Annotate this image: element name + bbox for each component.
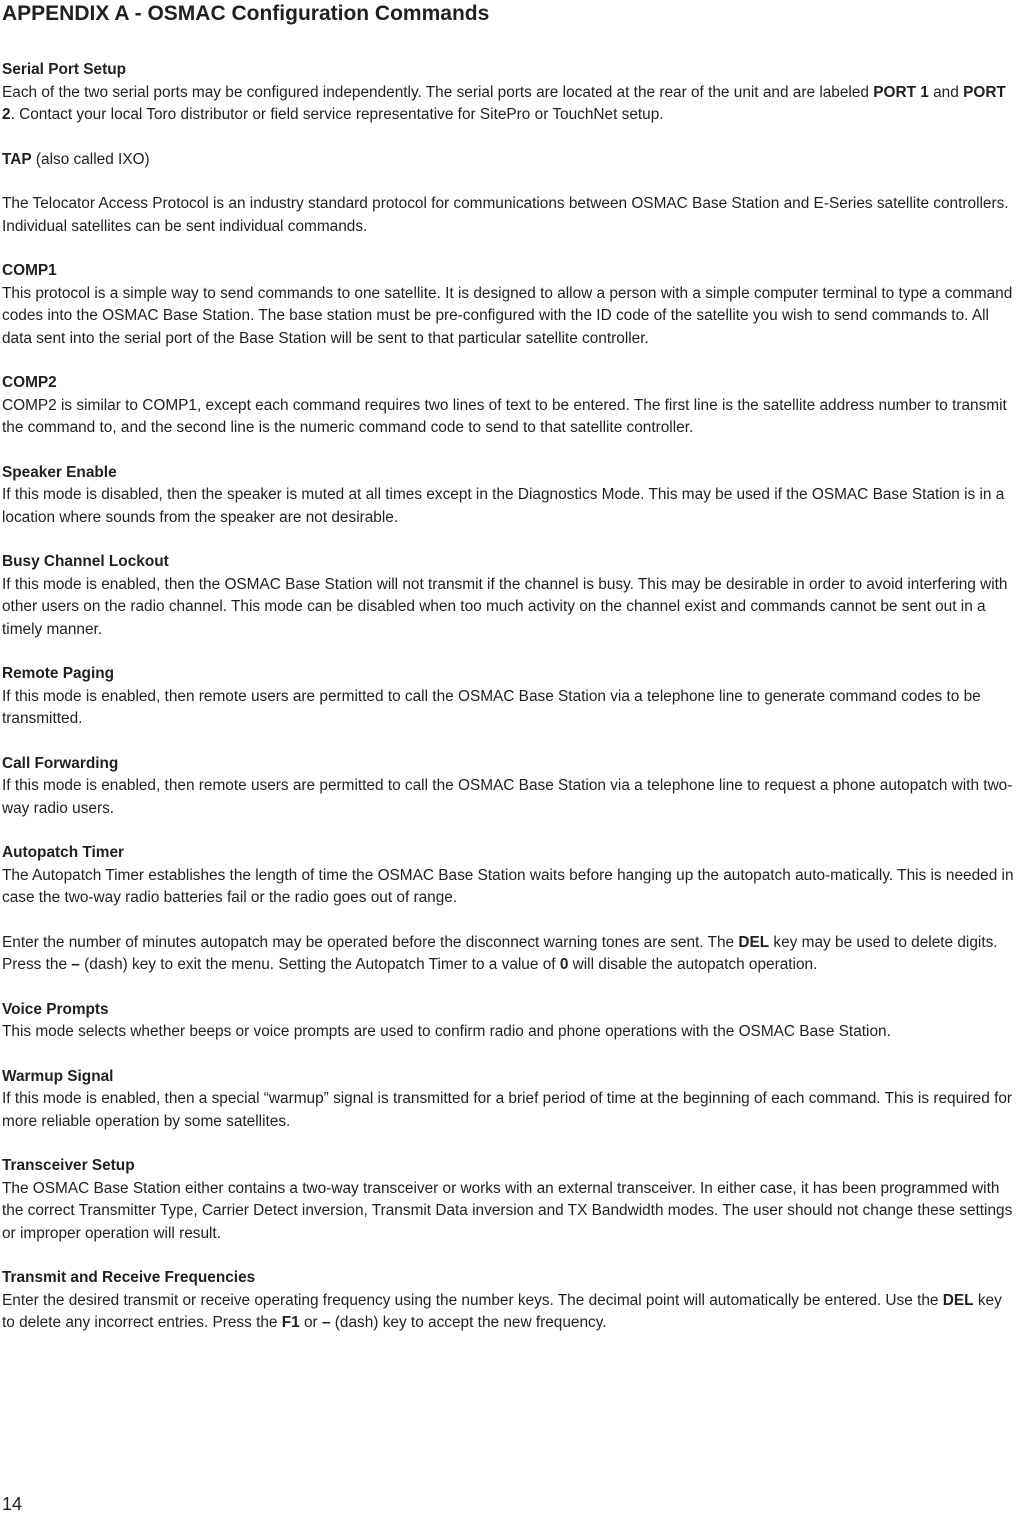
section-heading: TAP	[2, 150, 32, 168]
page-number: 14	[2, 1494, 23, 1514]
section-heading: Serial Port Setup	[2, 61, 127, 78]
section-heading: Busy Channel Lockout	[2, 553, 169, 570]
section-speaker-enable	[2, 462, 1018, 530]
zero-value-label: 0	[559, 956, 569, 973]
section-heading: Speaker Enable	[2, 463, 117, 481]
body-text: Each of the two serial ports may be configured independently. The serial ports are located at the rear of the unit and are labeled	[2, 83, 874, 101]
body-text: (dash) key to accept the new frequency.	[330, 1314, 607, 1331]
section-heading: COMP2	[2, 374, 57, 391]
section-body: If this mode is enabled, then the OSMAC Base Station will not transmit if the channel is busy. This may be desirable in order to avoid interfering with other users on the radio channel. This mode can be disabled when too much activity on the channel exist and commands cannot be sent out in a timely manner.	[2, 575, 1008, 638]
section-heading: Call Forwarding	[2, 754, 119, 772]
body-text: or	[299, 1314, 322, 1331]
section-comp1	[2, 260, 1018, 350]
body-text: and	[928, 83, 964, 101]
body-text: Enter the desired transmit or receive operating frequency using the number keys. The decimal point will automatically be entered. Use the	[2, 1291, 943, 1309]
section-body: COMP2 is similar to COMP1, except each command requires two lines of text to be entered. The first line is the satellite address number to transmit the command to, and the second line is the numeric command code to send to that satellite controller.	[2, 396, 1007, 436]
section-transceiver-setup	[2, 1155, 1018, 1245]
section-heading-line	[2, 149, 1018, 172]
section-heading: Transceiver Setup	[2, 1157, 135, 1174]
del-key-label: DEL	[738, 933, 770, 951]
section-heading: Autopatch Timer	[2, 844, 124, 861]
section-body: If this mode is enabled, then a special “warmup” signal is transmitted for a brief period of time at the beginning of each command. This is required for more reliable operation by some satellites.	[2, 1090, 1013, 1130]
f1-key-label: F1	[281, 1314, 300, 1331]
section-tap	[2, 149, 1018, 239]
section-body: The OSMAC Base Station either contains a two-way transceiver or works with an external transceiver. In either case, it has been programmed with the correct Transmitter Type, Carrier Detect inversion, Transmit Data inversion and TX Bandwidth modes. The user should not change these settings or improper operation will result.	[2, 1179, 1013, 1242]
body-text: (dash) key to exit the menu. Setting the Autopatch Timer to a value of	[79, 956, 560, 973]
section-body: If this mode is enabled, then remote users are permitted to call the OSMAC Base Station via a telephone line to request a phone autopatch with two-way radio users.	[2, 777, 1013, 817]
body-text: key may be used to delete digits. Press the	[2, 933, 998, 973]
body-text: key to delete any incorrect entries. Press the	[2, 1291, 1002, 1331]
page-title: APPENDIX A - OSMAC Configuration Commands	[2, 2, 490, 25]
body-text: will disable the autopatch operation.	[568, 956, 818, 973]
section-heading: Remote Paging	[2, 665, 115, 682]
dash-key-label: –	[71, 956, 80, 973]
section-heading: Transmit and Receive Frequencies	[2, 1269, 256, 1286]
section-transmit-receive-frequencies	[2, 1267, 1018, 1335]
section-heading: Warmup Signal	[2, 1067, 114, 1085]
section-autopatch-timer	[2, 842, 1018, 977]
section-heading: Voice Prompts	[2, 1000, 109, 1018]
heading-note: (also called IXO)	[31, 150, 150, 168]
section-remote-paging	[2, 663, 1018, 731]
body-text: Enter the number of minutes autopatch may be operated before the disconnect warning tones are sent. The	[2, 933, 739, 951]
section-body: The Telocator Access Protocol is an industry standard protocol for communications between OSMAC Base Station and E-Series satellite controllers. Individual satellites can be sent individual commands.	[2, 195, 1009, 235]
section-body	[2, 82, 1018, 127]
document-page	[2, 0, 1018, 1335]
port1-label: PORT 1	[873, 83, 929, 101]
section-busy-channel-lockout	[2, 551, 1018, 641]
del-key-label: DEL	[942, 1291, 974, 1309]
section-heading: COMP1	[2, 262, 57, 279]
dash-key-label: –	[321, 1314, 331, 1331]
section-serial-port-setup	[2, 59, 1018, 127]
section-body: This mode selects whether beeps or voice prompts are used to confirm radio and phone operations with the OSMAC Base Station.	[2, 1023, 891, 1040]
section-body	[2, 1290, 1018, 1335]
section-body: If this mode is disabled, then the speaker is muted at all times except in the Diagnostics Mode. This may be used if the OSMAC Base Station is in a location where sounds from the speaker are not desirable.	[2, 486, 1005, 526]
section-comp2	[2, 372, 1018, 440]
section-body: The Autopatch Timer establishes the length of time the OSMAC Base Station waits before hanging up the autopatch auto-matically. This is needed in case the two-way radio batteries fail or the radio goes out of range.	[2, 866, 1014, 906]
body-text: . Contact your local Toro distributor or field service representative for SitePro or TouchNet setup.	[10, 106, 664, 123]
section-call-forwarding	[2, 753, 1018, 821]
section-voice-prompts	[2, 999, 1018, 1044]
section-body: This protocol is a simple way to send commands to one satellite. It is designed to allow a person with a simple computer terminal to type a command codes into the OSMAC Base Station. The base station must be pre-configured with the ID code of the satellite you wish to send commands to. All data sent into the serial port of the Base Station will be sent to that particular satellite controller.	[2, 284, 1013, 347]
section-body-2	[2, 932, 1018, 977]
section-body: If this mode is enabled, then remote users are permitted to call the OSMAC Base Station via a telephone line to generate command codes to be transmitted.	[2, 687, 981, 727]
section-warmup-signal	[2, 1066, 1018, 1134]
port2-label: PORT 2	[2, 83, 1006, 123]
